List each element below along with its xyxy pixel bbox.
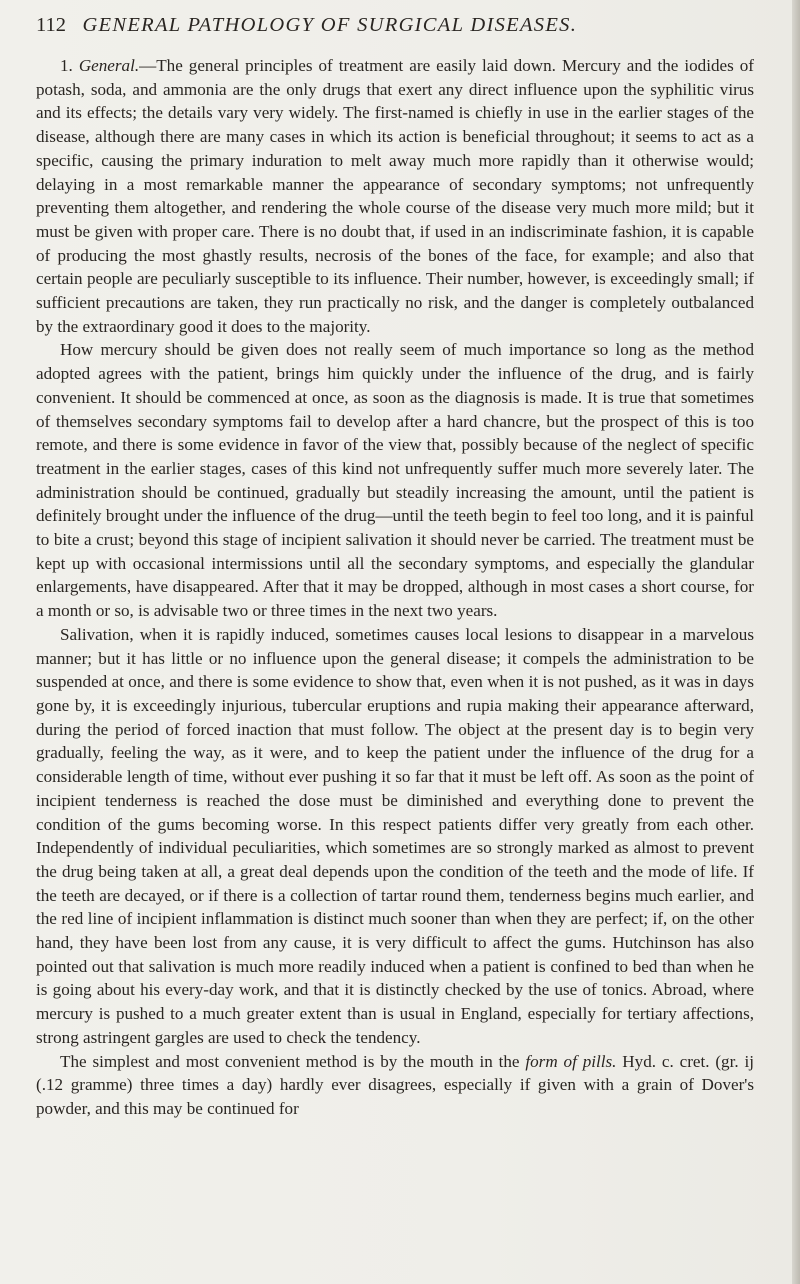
paragraph-text: How mercury should be given does not really seem of much importance so long as the method adopted agrees with the patient, brings him quickly under the influence of the drug, and is fairly convenient. It should be commenced at once, as soon as the diagnosis is made. It is true that sometimes of themselves secondary symptoms fail to develop after a hard chancre, but the prospect of this is too remote, and there is some evidence in favor of the view that, possibly because of the neglect of specific treatment in the earlier stages, cases of this kind not unfrequently suffer much more severely later. The administration should be continued, gradually but steadily increasing the amount, until the patient is definitely brought under the influence of the drug—until the teeth begin to feel too long, and it is painful to bite a crust; beyond this stage of incipient salivation it should never be carried. The treatment must be kept up with occasional intermissions until all the secondary symptoms, and especially the glandular enlargements, have disappeared. After that it may be dropped, although in most cases a short course, for a month or so, is advisable two or three times in the next two years. — [36, 340, 754, 621]
body-text — [36, 54, 754, 1121]
paragraph-text: —The general principles of treatment are easily laid down. Mercury and the iodides of potash, soda, and ammonia are the only drugs that exert any direct influence upon the syphilitic virus and its effects; the details vary very widely. The first-named is chiefly in use in the earlier stages of the disease, although there are many cases in which its action is beneficial throughout; it seems to act as a specific, causing the primary induration to melt away much more rapidly than it otherwise would; delaying in a most remarkable manner the appearance of secondary symptoms; not unfrequently preventing them altogether, and rendering the whole course of the disease very much more mild; but it must be given with proper care. There is no doubt that, if used in an indiscriminate fashion, it is capable of producing the most ghastly results, necrosis of the bones of the face, for example; and also that certain people are peculiarly susceptible to its influence. Their number, however, is exceedingly small; if sufficient precautions are taken, they run practically no risk, and the danger is completely outbalanced by the extraordinary good it does to the majority. — [36, 56, 755, 336]
paragraph-general — [36, 54, 754, 338]
paragraph-how-mercury — [36, 338, 754, 622]
running-title: GENERAL PATHOLOGY OF SURGICAL DISEASES. — [82, 14, 578, 36]
paragraph-salivation — [36, 623, 754, 1050]
paragraph-text: The simplest and most convenient method is by the mouth in the — [60, 1051, 526, 1071]
paragraph-pills — [36, 1050, 754, 1121]
paragraph-text: Hyd. c. cret. (gr. ij (.12 gramme) three times a day) hardly ever disagrees, especially if given with a grain of Dover's powder, and this may be continued for — [36, 1051, 754, 1118]
paragraph-text: Salivation, when it is rapidly induced, sometimes causes local lesions to disappear in a marvelous manner; but it has little or no influence upon the general disease; it compels the administration to be suspended at once, and there is some evidence to show that, even when it is not pushed, as it was in days gone by, it is exceedingly injurious, tubercular eruptions and rupia making their appearance afterward, during the period of forced inaction that must follow. The object at the present day is to begin very gradually, feeling the way, as it were, and to keep the patient under the influence of the drug for a considerable length of time, without ever pushing it so far that it must be left off. As soon as the point of incipient tenderness is reached the dose must be diminished and everything done to prevent the condition of the gums becoming worse. In this respect patients differ very greatly from each other. Independently of individual peculiarities, which sometimes are so strongly marked as almost to prevent the drug being taken at all, a great deal depends upon the condition of the teeth and the mode of life. If the teeth are decayed, or if there is a collection of tartar round them, tenderness begins much earlier, and the red line of incipient inflammation is distinct much sooner than when they are perfect; if, on the other hand, they have been lost from any cause, it is very difficult to affect the gums. Hutchinson has also pointed out that salivation is much more readily induced when a patient is confined to bed than when he is going about his every-day work, and that it is distinctly checked by the use of tonics. Abroad, where mercury is pushed to a much greater extent than is usual in England, especially for tertiary affections, strong astringent gargles are used to check the tendency. — [36, 624, 754, 1047]
section-heading: General. — [78, 56, 140, 75]
running-header — [36, 14, 776, 37]
page-number: 112 — [36, 14, 66, 36]
section-number: 1. — [60, 56, 79, 75]
page-edge — [792, 0, 800, 1284]
italic-phrase: form of pills. — [525, 1051, 617, 1071]
